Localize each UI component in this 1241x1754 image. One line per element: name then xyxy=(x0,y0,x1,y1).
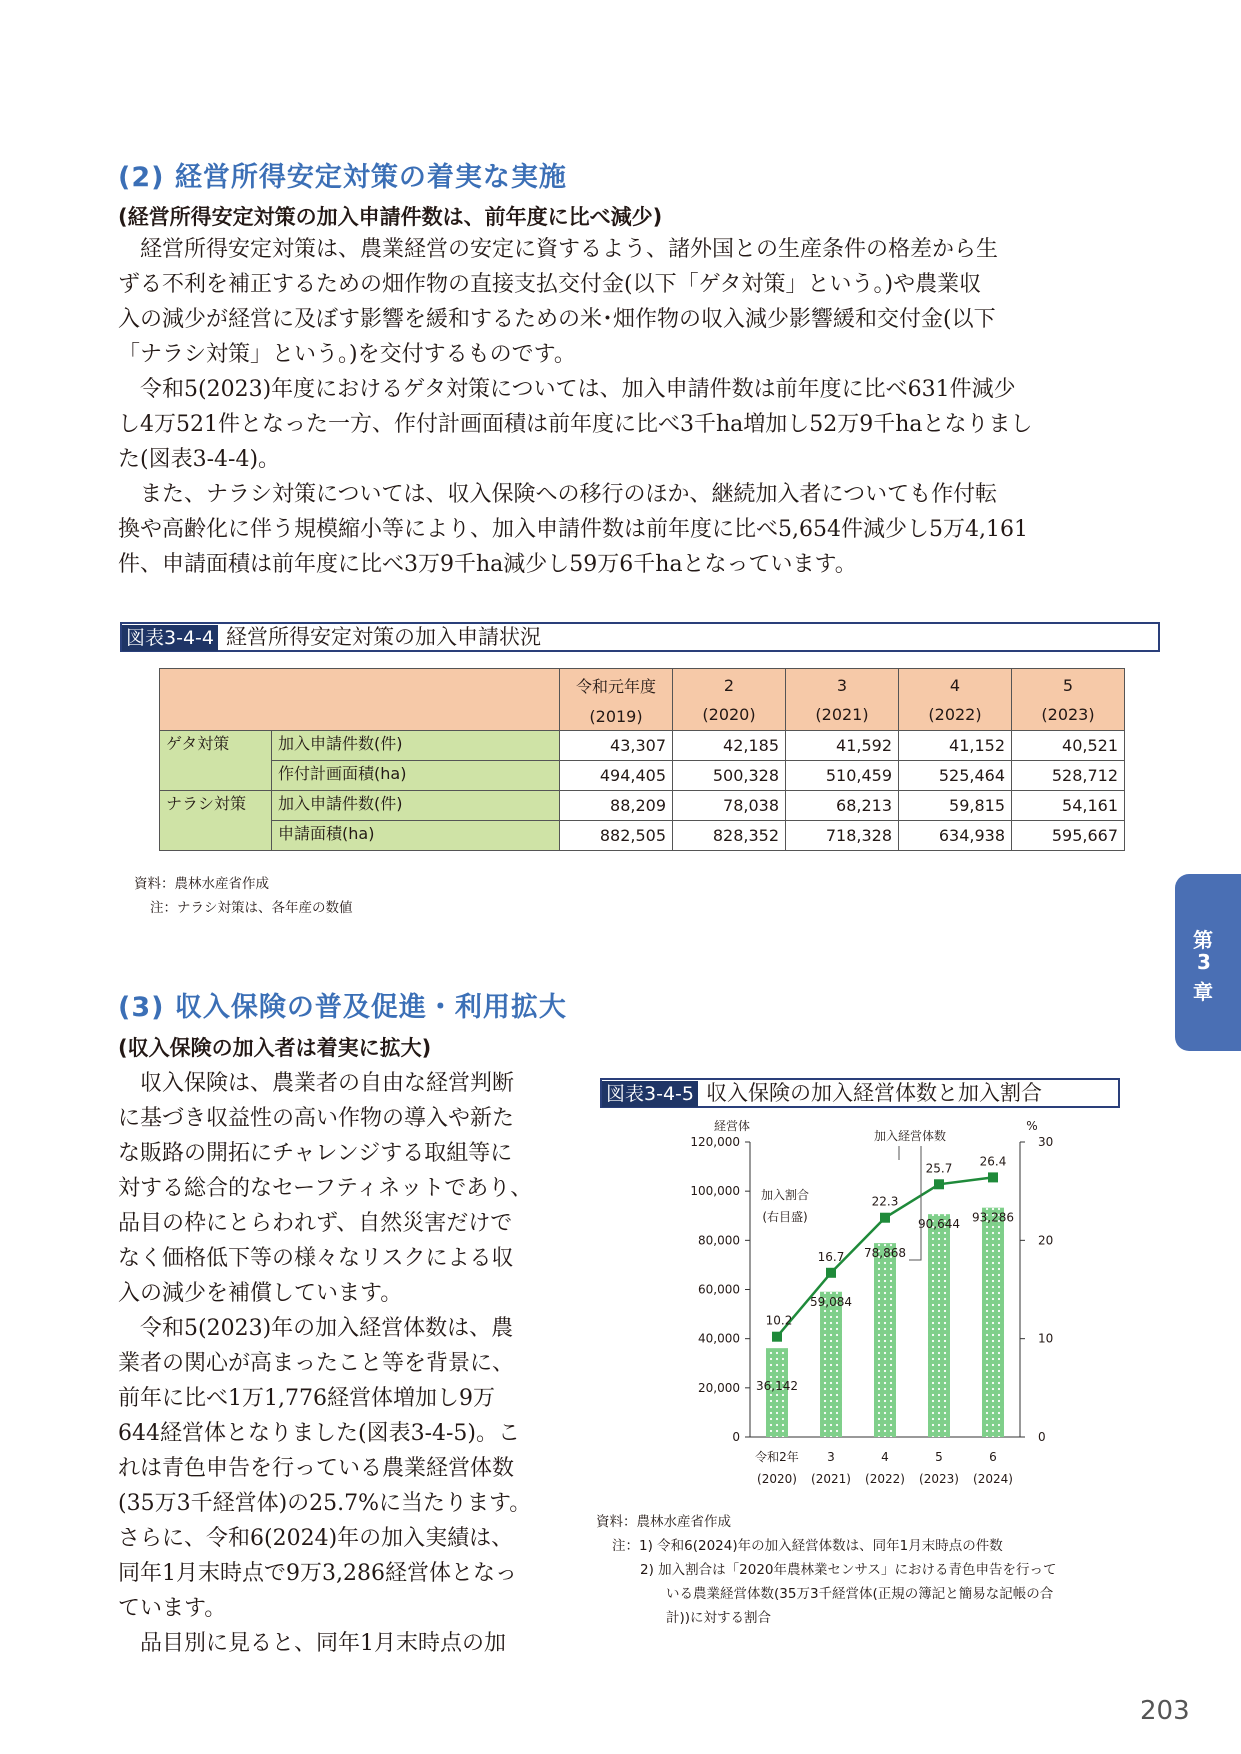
body-line: に基づき収益性の高い作物の導入や新た xyxy=(118,1106,515,1131)
y-tick-label-left: 120,000 xyxy=(690,1135,740,1149)
body-line: (35万3千経営体)の25.7%に当たります。 xyxy=(118,1491,532,1516)
body-line: 前年に比べ1万1,776経営体増加し9万 xyxy=(118,1386,495,1411)
body-line: 業者の関心が高まったこと等を背景に、 xyxy=(118,1351,515,1376)
line-data-label: 10.2 xyxy=(765,1313,793,1328)
table-cell: 634,938 xyxy=(899,821,1012,851)
table-cell: 510,459 xyxy=(786,761,899,791)
y-tick-label-left: 100,000 xyxy=(690,1184,740,1199)
chapter-tab-char: 3 xyxy=(1197,950,1211,974)
body-line: 入の減少が経営に及ぼす影響を緩和するための米･畑作物の収入減少影響緩和交付金(以下 xyxy=(118,307,996,332)
body-line: 644経営体となりました(図表3-4-5)。こ xyxy=(118,1421,521,1446)
table-group-label: ゲタ対策 xyxy=(160,731,272,791)
x-tick-label: 4 xyxy=(881,1450,889,1464)
body-line: た(図表3-4-4)。 xyxy=(118,447,281,472)
table-row-label: 申請面積(ha) xyxy=(272,821,560,851)
body-line: 品目別に見ると、同年1月末時点の加 xyxy=(118,1631,506,1656)
body-line: 換や高齢化に伴う規模縮小等により、加入申請件数は前年度に比べ5,654件減少し5万4,161 xyxy=(118,517,1028,542)
line-point xyxy=(772,1332,782,1342)
y-tick-label-right: 10 xyxy=(1038,1331,1054,1346)
table-col-header: 4 (2022) xyxy=(899,669,1012,731)
table-note: 注：ナラシ対策は、各年産の数値 xyxy=(150,900,353,916)
x-tick-sublabel: (2023) xyxy=(919,1472,959,1486)
bar-data-label: 78,868 xyxy=(864,1246,906,1261)
y-tick-label-left: 40,000 xyxy=(698,1331,740,1346)
y-axis-label-left: 経営体 xyxy=(713,1119,751,1133)
table-col-header: 3 (2021) xyxy=(786,669,899,731)
enrollment-chart xyxy=(600,1110,1120,1500)
y-tick-label-left: 20,000 xyxy=(698,1380,740,1395)
body-line: 経営所得安定対策は、農業経営の安定に資するよう、諸外国との生産条件の格差から生 xyxy=(118,237,999,262)
y-tick-label-left: 60,000 xyxy=(698,1282,740,1297)
line-point xyxy=(880,1213,890,1223)
table-row xyxy=(160,821,1125,851)
y-tick-label-left: 0 xyxy=(732,1430,740,1444)
chart-note: 2) 加入割合は「2020年農林業センサス」における青色申告を行って xyxy=(640,1562,1057,1578)
body-line: れは青色申告を行っている農業経営体数 xyxy=(118,1456,515,1481)
table-cell: 43,307 xyxy=(560,731,673,761)
table-row xyxy=(160,791,1125,821)
chart-note: 計))に対する割合 xyxy=(666,1610,772,1626)
chapter-tab-char: 章 xyxy=(1193,980,1213,1004)
bar xyxy=(982,1208,1004,1437)
table-cell: 41,592 xyxy=(786,731,899,761)
y-tick-label-right: 30 xyxy=(1038,1135,1054,1149)
line-point xyxy=(988,1172,998,1182)
table-cell: 88,209 xyxy=(560,791,673,821)
line-data-label: 26.4 xyxy=(979,1154,1007,1169)
table-cell: 525,464 xyxy=(899,761,1012,791)
x-tick-label: 5 xyxy=(935,1450,943,1464)
bar-data-label: 90,644 xyxy=(918,1217,960,1232)
section-heading-3: (3) 収入保険の普及促進・利用拡大 xyxy=(118,992,567,1023)
bar-series-name: 加入経営体数 xyxy=(873,1129,947,1143)
table-col-header: 5 (2023) xyxy=(1012,669,1125,731)
table-row xyxy=(160,761,1125,791)
table-row-label: 加入申請件数(件) xyxy=(272,731,560,761)
bar xyxy=(820,1292,842,1437)
body-line: 令和5(2023)年の加入経営体数は、農 xyxy=(118,1316,514,1341)
line-point xyxy=(934,1179,944,1189)
table-group-label: ナラシ対策 xyxy=(160,791,272,851)
body-line: ずる不利を補正するための畑作物の直接支払交付金(以下「ゲタ対策」という。)や農業収 xyxy=(118,272,982,297)
x-tick-label: 令和2年 xyxy=(755,1450,799,1464)
x-tick-sublabel: (2020) xyxy=(757,1472,797,1486)
section-subheading-3: (収入保険の加入者は着実に拡大) xyxy=(118,1036,432,1060)
table-cell: 40,521 xyxy=(1012,731,1125,761)
table-row-label: 作付計画面積(ha) xyxy=(272,761,560,791)
table-cell: 78,038 xyxy=(673,791,786,821)
section-subheading-2: (経営所得安定対策の加入申請件数は、前年度に比べ減少) xyxy=(118,205,663,229)
table-col-header: 2 (2020) xyxy=(673,669,786,731)
table-cell: 42,185 xyxy=(673,731,786,761)
y-axis-label-right: % xyxy=(1026,1119,1038,1133)
body-line: さらに、令和6(2024)年の加入実績は、 xyxy=(118,1526,514,1551)
bar xyxy=(874,1243,896,1437)
table-cell: 528,712 xyxy=(1012,761,1125,791)
table-cell: 494,405 xyxy=(560,761,673,791)
x-tick-sublabel: (2021) xyxy=(811,1472,851,1486)
chart-source: 資料：農林水産省作成 xyxy=(596,1514,731,1530)
chart-note: いる農業経営体数(35万3千経営体(正規の簿記と簡易な記帳の合 xyxy=(666,1586,1054,1602)
line-data-label: 16.7 xyxy=(817,1249,845,1264)
body-line: なく価格低下等の様々なリスクによる収 xyxy=(118,1246,514,1271)
table-row xyxy=(160,731,1125,761)
table-cell: 68,213 xyxy=(786,791,899,821)
application-status-table xyxy=(159,668,1125,851)
figure-label: 図表3-4-4 xyxy=(122,625,218,651)
body-line: し4万521件となった一方、作付計画面積は前年度に比べ3千ha増加し52万9千haとなりまし xyxy=(118,412,1033,437)
table-cell: 718,328 xyxy=(786,821,899,851)
table-cell: 41,152 xyxy=(899,731,1012,761)
figure-title-3-4-5 xyxy=(600,1078,1120,1108)
figure-title-3-4-4 xyxy=(120,622,1160,652)
bar xyxy=(928,1214,950,1437)
y-tick-label-right: 20 xyxy=(1038,1233,1054,1248)
body-line: 件、申請面積は前年度に比べ3万9千ha減少し59万6千haとなっています。 xyxy=(118,552,857,577)
body-line: 「ナラシ対策」という。)を交付するものです。 xyxy=(118,342,576,367)
table-cell: 882,505 xyxy=(560,821,673,851)
y-tick-label-right: 0 xyxy=(1038,1430,1046,1444)
line-series-name-sub: (右目盛) xyxy=(762,1210,808,1224)
bar-data-label: 93,286 xyxy=(972,1210,1014,1225)
table-cell: 595,667 xyxy=(1012,821,1125,851)
body-line: 収入保険は、農業者の自由な経営判断 xyxy=(118,1071,515,1096)
line-data-label: 22.3 xyxy=(871,1194,899,1209)
body-line: 入の減少を補償しています。 xyxy=(118,1281,403,1306)
table-col-header: 令和元年度 (2019) xyxy=(560,669,673,731)
body-line: な販路の開拓にチャレンジする取組等に xyxy=(118,1141,513,1166)
x-tick-label: 6 xyxy=(989,1450,997,1464)
line-data-label: 25.7 xyxy=(925,1161,953,1176)
table-cell: 54,161 xyxy=(1012,791,1125,821)
table-cell: 828,352 xyxy=(673,821,786,851)
table-cell: 500,328 xyxy=(673,761,786,791)
bar-data-label: 59,084 xyxy=(810,1294,852,1309)
y-tick-label-left: 80,000 xyxy=(698,1233,740,1248)
body-line: また、ナラシ対策については、収入保険への移行のほか、継続加入者についても作付転 xyxy=(118,482,998,507)
body-line: 品目の枠にとらわれず、自然災害だけで xyxy=(118,1211,513,1236)
figure-name: 収入保険の加入経営体数と加入割合 xyxy=(705,1081,1042,1105)
x-tick-sublabel: (2024) xyxy=(973,1472,1013,1486)
table-row-label: 加入申請件数(件) xyxy=(272,791,560,821)
body-line: 令和5(2023)年度におけるゲタ対策については、加入申請件数は前年度に比べ631件減少 xyxy=(118,377,1016,402)
chart-note: 注：1) 令和6(2024)年の加入経営体数は、同年1月末時点の件数 xyxy=(612,1538,1003,1554)
table-source: 資料：農林水産省作成 xyxy=(134,876,269,892)
x-tick-label: 3 xyxy=(827,1450,835,1464)
x-tick-sublabel: (2022) xyxy=(865,1472,905,1486)
body-line: ています。 xyxy=(118,1596,227,1621)
line-point xyxy=(826,1268,836,1278)
table-cell: 59,815 xyxy=(899,791,1012,821)
bar-data-label: 36,142 xyxy=(756,1379,798,1394)
body-line: 対する総合的なセーフティネットであり、 xyxy=(118,1176,533,1201)
page-number: 203 xyxy=(1140,1696,1190,1726)
figure-name: 経営所得安定対策の加入申請状況 xyxy=(225,625,541,649)
figure-label: 図表3-4-5 xyxy=(602,1081,698,1107)
body-line: 同年1月末時点で9万3,286経営体となっ xyxy=(118,1561,517,1586)
section-body-2 xyxy=(118,232,1118,582)
section-body-3 xyxy=(118,1066,598,1661)
chapter-tab xyxy=(1175,874,1241,1051)
line-series-name: 加入割合 xyxy=(760,1188,810,1202)
chapter-tab-char: 第 xyxy=(1193,928,1213,952)
table-corner xyxy=(160,669,560,731)
section-heading-2: (2) 経営所得安定対策の着実な実施 xyxy=(118,162,567,193)
